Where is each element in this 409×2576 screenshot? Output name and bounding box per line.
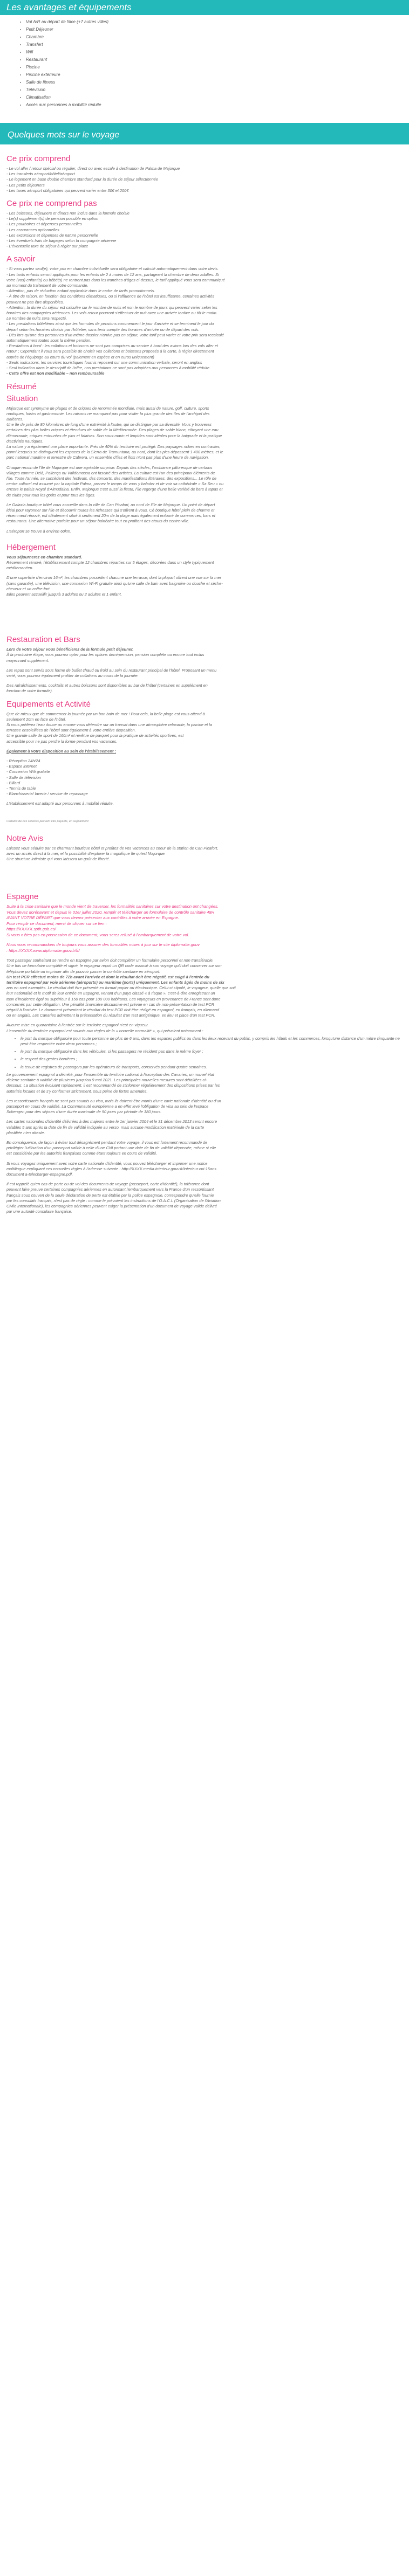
spain-line: téléphone portable ou imprimer afin de pouvoir passer le contrôle sanitaire en aéroport. [6, 969, 161, 974]
advantage-item: • Télévision [26, 86, 393, 94]
advantage-item: • Piscine extérieure [26, 71, 393, 79]
situation-line: La nature y a également une place importante. Près de 40% du territoire est protégé. Des paysages riches en contrastes, [6, 444, 221, 449]
situation-line: certaines des plus belles criques et étendues de sable de la Méditerranée. Des plages de sable blanc, côtoyant une eau [6, 427, 219, 433]
know-line: - Cette offre est non modifiable – non remboursable [6, 371, 105, 376]
spain-notice-text [6, 1161, 403, 1178]
spain-quarantine-text [6, 1023, 403, 1033]
spain-lost-docs-text [6, 1182, 403, 1214]
includes-item: - Les taxes aéroport obligatoires qui peuvent varier entre 30€ et 200€ [6, 188, 129, 193]
spain-line: concernés par cette obligation. Une pénalité financière dissuasive est prévue en cas de non-présentation de test PCR [6, 1002, 214, 1007]
situation-line: L'aéroport se trouve à environ 60km. [6, 528, 72, 534]
spain-line: Tout passager souhaitant se rendre en Espagne par avion doit compléter un formulaire personnel et non transférable. [6, 958, 214, 963]
lodging-title: Hébergement [6, 542, 56, 552]
includes-title: Ce prix comprend [6, 154, 71, 163]
advantages-list [16, 18, 393, 109]
situation-line: Le Galaxia boutique hôtel vous accueille dans la ville de Can Picafort, au nord de l'île de Majorque. Un point de départ [6, 502, 215, 507]
spain-line: Une fois ce formulaire complété et signé, le voyageur reçoit un QR code associé à son voyage qu'il doit conserver sur son [6, 963, 222, 969]
restaurant-text [6, 647, 403, 664]
advantage-item: • Chambre [26, 33, 393, 41]
notice-line: Une structure intimiste qui vous laissera un goût de liberté. [6, 857, 110, 862]
spain-line: document a-telecharger-espagne.pdf. [6, 1171, 73, 1177]
situation-line: Une île de près de 80 kilomètres de long d'une extrémité à l'autre, qui se distingue par sa diversité. Vous y trouverez [6, 422, 212, 427]
availability-item: - Tennis de table [6, 786, 36, 791]
situation-line: parmi lesquels se distinguent les espaces de la Sierra de Tramuntana, au nord, dont les pics dépassent 1 400 mètres, et le [6, 450, 223, 455]
spain-visa-text [6, 1099, 403, 1115]
advantage-item: • Piscine [26, 64, 393, 71]
excludes-title: Ce prix ne comprend pas [6, 199, 97, 209]
situation-line: encore le palais Royal d'Almudaina. Enfin, Majorque c'est aussi la fiesta, l'île regorge d'une belle variété de bars à tapas et [6, 487, 223, 492]
restaurant-text-2 [6, 668, 403, 679]
spain-pink-line: : https://XXXX.www.diplomatie.gouv.fr/fr/ [6, 948, 80, 953]
situation-title: Situation [6, 393, 38, 403]
services-note: Certains de ces services peuvent être payants, en supplément [6, 819, 88, 823]
availability-item: - Espace internet [6, 764, 37, 769]
spain-line: taux d'incidence égal ou supérieur à 150 cas pour 100 000 habitants. Les voyageurs en provenance de France sont donc [6, 996, 221, 1002]
situation-line: parc national maritime et terrestre de Cabrera, un ensemble d'îles et îlots n'ont pas plus d'une heure de navigation. [6, 455, 209, 460]
advantage-item: • Climatisation [26, 94, 393, 101]
equipment-line: Que de mieux que de commencer la journée par un bon bain de mer ! Pour cela, la belle plage est vous attend à [6, 711, 205, 716]
availability-item: - Réception 24h/24 [6, 758, 40, 764]
spain-pink-line: Pour remplir ce document, merci de cliquer sur ce lien : [6, 921, 107, 926]
spain-pink-line: Si vous n'êtes pas en possession de ce document, vous serez refusé à l'embarquement de votre vol. [6, 932, 189, 937]
restaurant-line: varié, vous pourrez également profiter de collations au cours de la journée. [6, 673, 139, 678]
lodging-text [6, 555, 403, 571]
situation-line: d'activités nautiques. [6, 438, 44, 444]
spain-line: Schengen pour des séjours d'une durée maximale de 90 jours par période de 180 jours. [6, 1109, 162, 1115]
situation-line: centre culturel est assumé par la capitale Palma, prenez le temps de vous y balader et de voir sa cathédrale « Sa Seu » ou [6, 481, 224, 487]
know-line: - Seul indication dans le descriptif de l'offre, nos prestations ne sont pas adaptées aux personnes à mobilité réduite. [6, 365, 211, 371]
know-line: votre (vos) enfant(s) ou bébé(s) ne rentrent pas dans les tranches d'âges ci-dessus, le tarif appliqué vous sera communiqué [6, 277, 225, 282]
advantage-item: • Transfert [26, 41, 393, 49]
excludes-item: - Les assurances optionnelles [6, 227, 59, 232]
notice-text [6, 846, 403, 862]
notice-line: Laissez vous séduire par ce charmant boutique hôtel et profitez de vos vacances au coeur de la station de Can Picafort, [6, 845, 219, 851]
advantages-title: Les avantages et équipements [0, 0, 409, 15]
about-title: Quelques mots sur le voyage [0, 123, 409, 144]
spain-line: Un test PCR effectué moins de 72h avant l'arrivée et dont le résultat doit être négatif, est exigé à l'entrée du [6, 974, 209, 979]
spain-line: ans en sont exemptés. Le résultat doit être présenté en format papier ou électronique. Celui-ci stipulé, le voyageur, quelle que soit [6, 985, 236, 991]
spain-line: plastifiée n'en atteste. [6, 1130, 45, 1135]
advantage-item: • Restaurant [26, 56, 393, 64]
spain-line: d'alerte sanitaire à validité de plusieurs jusqu'au 9 mai 2021. Les principales nouvelles mesures sont détaillées ci- [6, 1078, 207, 1083]
know-line: - Dès lors qu'une des personnes d'un même dossier n'arrive pas en séjour, votre tarif peut varier et votre prix sera recalculé [6, 332, 224, 337]
situation-line: l'île. Toute l'année, se succèdent des festivals, des concerts, des manifestations littéraires, des expositions... Le rôle de [6, 475, 217, 481]
spain-pink-line: Nous vous recommandons de toujours vous assurer des formalités mises à jour sur le site diplomatie.gouv [6, 942, 200, 948]
spain-rule-item: • le respect des gestes barrières ; [21, 1056, 403, 1062]
lodging-line: (sans garantie), une télévision, une connexion Wi-Fi gratuite ainsi qu'une salle de bain avec baignoire ou douche et sèche- [6, 581, 223, 586]
situation-line: Chaque recoin de l'île de Majorque est une agréable surprise. Depuis des siècles, l'ambiance pittoresque de certains [6, 465, 213, 470]
equipment-line: Une grande salle de sport de 160m² et revêtue de parquet pour la pratique de activités sportives, est [6, 733, 184, 738]
notice-line: avec un accès direct à la mer, et la possibilité d'explorer la magnifique île qu'est Majorque. [6, 851, 166, 856]
spain-alert-text [6, 1072, 403, 1094]
situation-line: idéal pour rayonner sur l'île et découvrir toutes les richesses qui s'offrent à vous. Cé boutique hôtel plein de charme et [6, 507, 215, 513]
spain-sanitary-notice [6, 904, 403, 938]
know-line: départ selon les horaires choisis par l'hôtelier, sans tenir compte des horaires d'arrivée ou de départ des vols. [6, 327, 200, 332]
excludes-item: - Les pourboires et dépenses personnelles [6, 222, 82, 227]
equipment-text [6, 712, 403, 744]
know-line: - Les tarifs enfants seront appliqués pour les enfants de 2 à moins de 12 ans, partageant la chambre de deux adultes. Si [6, 272, 219, 277]
know-line: - Les prestations hôtelières ainsi que les formules de pensions commencent le jour d'arrivée et se terminent le jour du [6, 321, 214, 327]
content [0, 144, 409, 1225]
lodging-line: Elles peuvent accueillir jusqu'à 3 adultes ou 2 adultes et 1 enfant. [6, 591, 122, 597]
pmr-note: L'établissement est adapté aux personnes à mobilité réduite. [6, 801, 114, 806]
excludes-item: - L'éventuelle taxe de séjour à régler sur place [6, 244, 88, 249]
advantage-item: • Petit Déjeuner [26, 26, 393, 33]
spain-line: L'ensemble du territoire espagnol est soumis aux règles de la « nouvelle normalité », qui prévoient notamment : [6, 1028, 203, 1033]
availability-item: - Blanchisserie/ laverie / service de repassage [6, 791, 88, 797]
equipment-line: accessible pour ne pas perdre la forme pendant vos vacances. [6, 738, 118, 744]
restaurant-line: moyennant supplément. [6, 658, 49, 663]
spain-rule-item: • le port du masque obligatoire pour toute personne de plus de 6 ans, dans les espaces publics ou dans les lieux recevant du public, y compris les hôtels et les commerces, lorsqu'une distance d'un mètre cinquante ne peut être respectée entre deux personnes ; [21, 1036, 403, 1047]
spain-line: autorités locales et de s'y conformer strictement, sous peine de fortes amendes. [6, 1088, 148, 1094]
restaurant-line: Les repas sont servis sous forme de buffet chaud ou froid au sein du restaurant principal de l'hôtel. Proposant un menu [6, 667, 217, 673]
know-line: peuvent ne pas être disponibles. [6, 299, 64, 305]
restaurant-line: fonction de votre formule). [6, 688, 53, 694]
spain-line: Les cartes nationales d'identité délivrées à des majeurs entre le 1er janvier 2004 et le 31 décembre 2013 seront encore [6, 1119, 217, 1124]
equipment-line: Si vous préférez l'eau douce ou encore vous détendre sur un transat dans une atmosphère relaxante, la piscine et la [6, 722, 213, 728]
spain-line: leur nationalité et le motif de leur entrée en Espagne, venant d'un pays classé « à risque », c'est-à-dire enregistrant un [6, 991, 215, 996]
advantage-item: • Wifi [26, 49, 393, 56]
situation-line: restaurants. Une alternative parfaite pour un séjour balnéaire tout en profitant des atouts du centre-ville. [6, 519, 189, 524]
notice-title: Notre Avis [6, 833, 44, 843]
equipment-line: seulement 20m en face de l'hôtel. [6, 716, 66, 722]
spain-line: est considérée par les autorités françaises comme étant toujours en cours de validité. [6, 1151, 158, 1156]
spain-line: ou en anglais. Les Canaries admettent la présentation du résultat d'un test antigénique, en lieu et place d'un test PCR. [6, 1013, 215, 1018]
excludes-item: - Le(s) supplément(s) de pension possible en option [6, 216, 99, 222]
excludes-item: - Les boissons, déjeuners et dîners non inclus dans la formule choisie [6, 211, 130, 216]
spain-line: négatif à l'arrivée. Le document présentant le résultat du test PCR doit être rédigé en espagnol, en français, en allemand [6, 1007, 220, 1013]
spain-cni-text [6, 1119, 403, 1136]
lodging-text-2 [6, 575, 403, 597]
spain-line: Le gouvernement espagnol a décrété, pour l'ensemble du territoire national à l'exception des Canaries, un nouvel état [6, 1072, 214, 1077]
includes-item: - Le vol aller / retour spécial ou régulier, direct ou avec escale à destination de Palma de Majorque [6, 166, 180, 171]
includes-item: - Les transferts aéroport/hôtel/aéroport [6, 171, 75, 177]
availability-item: - Connexion Wifi gratuite [6, 769, 50, 775]
spain-pink-line: Suite à la crise sanitaire que le monde vient de traverser, les formalités sanitaires sur votre destination ont changées. [6, 904, 219, 909]
situation-line: récemment rénové, est idéalement situé à seulement 20m de la plage mais également entouré de commerces, bars et [6, 513, 215, 519]
includes-item: - Le logement en base double chambre standard pour la durée de séjour sélectionnée [6, 177, 159, 182]
lodging-line: Vous séjournerez en chambre standard. [6, 554, 83, 560]
know-line: au moment du traitement de votre commande. [6, 283, 88, 288]
spain-passport-text [6, 1140, 403, 1157]
restaurant-line: Des rafraîchissements, cocktails et autres boissons sont disponibles au bar de l'hôtel (certaines en supplément en [6, 683, 208, 688]
know-line: Le nombre de nuits sera respecté. [6, 316, 67, 321]
availability-title: Également à votre disposition au sein de l'établissement : [6, 748, 117, 754]
know-text [6, 266, 403, 376]
know-title: A savoir [6, 254, 36, 264]
know-line: - Attention, la durée du séjour est calculée sur le nombre de nuits et non le nombre de jours qui peuvent varier selon les [6, 305, 217, 310]
spain-line: peuvent faire preuve certaines compagnies aériennes en autorisant l'embarquement vers la France d'un ressortissant [6, 1187, 214, 1192]
excludes-item: - Les éventuels frais de bagages selon la compagnie aérienne [6, 238, 117, 244]
lodging-line: cheveux et un coffre-fort. [6, 586, 51, 591]
restaurant-line: À la prochaine étape, vous pourrez opter pour les options demi-pension, pension complète ou encore tout inclus [6, 652, 204, 658]
lodging-line: méditerranéen. [6, 565, 33, 571]
restaurant-title: Restauration et Bars [6, 635, 80, 645]
situation-line: villages comme Deià, Pollença ou Valldemossa ont fasciné des artistes. La culture est l'un des principaux éléments de [6, 470, 215, 475]
lodging-line: D'une superficie d'environ 16m², les chambres possèdent chacune une terrasse, dont la plupart offrent une vue sur la mer [6, 575, 222, 581]
situation-text [6, 406, 403, 534]
know-line: auprès de l'équipage au cours du vol (paiement en espèce et en euros uniquement) [6, 354, 154, 360]
availability-item: - Billard [6, 780, 21, 785]
know-line: - Attention, pas de réduction enfant applicable dans le cadre de tarifs promotionnels. [6, 288, 155, 294]
situation-line: Majorque est synonyme de plages et de criques de renommée mondiale, mais aussi de nature, golf, culture, sports [6, 405, 209, 411]
excludes-item: - Les excursions et dépenses de nature personnelle [6, 232, 98, 238]
spain-line: Si vous voyagez uniquement avec votre carte nationale d'identité, vous pouvez télécharger et imprimer une notice [6, 1161, 208, 1166]
spain-line: privilégier l'utilisation d'un passeport valide à celle d'une CNI portant une date de fin de validité dépassée, même si elle [6, 1145, 216, 1151]
spain-pink-line: https://XXXXX.spth.gob.es/ [6, 927, 56, 932]
spain-diplomatie-notice [6, 942, 403, 954]
spain-line: Aucune mise en quarantaine à l'entrée sur le territoire espagnol n'est en vigueur. [6, 1023, 149, 1028]
spain-line: valables 5 ans après la date de fin de validité indiquée au verso, mais aucune modification matérielle de la carte [6, 1124, 204, 1130]
know-line: retour ; Cependant il vous sera possible de choisir vos collations et boissons proposés à la carte, à régler directement [6, 349, 214, 354]
summary-title: Résumé [6, 382, 37, 391]
equipment-line: terrasse ensoleillées de l'hôtel sont également à votre entière disposition. [6, 728, 136, 733]
situation-line: d'émeraude, criques entourées de pins et falaises. Son sous-marin et limpides sont idéales pour la baignade et la pratique [6, 433, 222, 438]
spain-line: dessous. La situation évoluant rapidement, il est recommandé de s'informer régulièrement des dispositions prises par les [6, 1083, 220, 1088]
availability-list [6, 758, 403, 797]
advantages-section [0, 15, 409, 112]
spain-pink-line: AVANT VOTRE DÉPART que vous devrez présenter aux contrôles à votre arrivée en Espagne. [6, 915, 179, 921]
advantage-item: • Accès aux personnes à mobilité réduite [26, 101, 393, 109]
spain-rule-item: • le port du masque obligatoire dans les véhicules, si les passagers ne résident pas dans le même foyer ; [21, 1049, 403, 1054]
situation-line: de clubs pour tous les goûts et pour tous les âges. [6, 492, 96, 498]
know-line: - À titre de raison, en fonction des conditions climatiques, ou si l'affluence de l'hôtel est insuffisante, certaines activités [6, 294, 215, 299]
spain-line: Il est rappelé qu'en cas de perte ou de vol des documents de voyage (passeport, carte d'identité), la tolérance dont [6, 1182, 209, 1187]
availability-item: - Salle de télévision [6, 775, 42, 780]
spain-line: multilingue expliquant ces nouvelles règles à l'adresse suivante : http://XXXX.media.interieur.gouv.fr/interieur.cni-15ans [6, 1166, 216, 1171]
page [0, 0, 409, 1225]
spain-rules-list [6, 1036, 403, 1070]
excludes-list [6, 211, 403, 249]
know-line: - Prestations à bord : les collations et boissons ne sont pas comprises au service à bord des avions lors des vols aller et [6, 343, 218, 349]
know-line: horaires des compagnies aériennes. Les vols retour pourront s'effectuer de nuit avec une arrivée tardive ou tôt le matin. [6, 310, 217, 316]
know-line: - Si vous partez seul(e), votre prix en chambre individuelle sera obligatoire et calculé automatiquement dans votre devis. [6, 266, 219, 272]
includes-item: - Les petits déjeuners [6, 182, 45, 188]
know-line: - Seuls indications, les services touristiques fournis reposent sur une communication verbale, seront en anglais [6, 360, 202, 365]
spain-line: Civile Internationale), les compagnies aériennes peuvent exiger la présentation d'un document de voyage valide délivré [6, 1203, 217, 1208]
lodging-line: Récemment rénové, l'établissement compte 12 chambres réparties sur 5 étages, décorées dans un style typiquement [6, 560, 214, 565]
advantage-item: • Vol A/R au départ de Nice (+7 autres villes) [26, 18, 393, 26]
spain-line: par une autorité consulaire française. [6, 1209, 72, 1214]
spain-line: français sous couvert de la seule déclaration de perte est établie par la police espagnole, correspondre qu'elle fournie [6, 1192, 214, 1198]
spain-line: En conséquence, de façon à éviter tout désagrément pendant votre voyage, il vous est fortement recommandé de [6, 1139, 208, 1145]
equipment-title: Equipements et Activité [6, 699, 91, 709]
situation-line: nautiques, loisirs et gastronomie. Les raisons ne manquent pas pour visiter la plus grande des îles de l'archipel des [6, 411, 210, 416]
spain-line: par les consulats français, n'est pas de règle : comme le prévoient les instructions de l'O.A.C.I. (Organisation de l'Aviation [6, 1198, 221, 1203]
spain-title: Espagne [6, 892, 39, 902]
restaurant-line: Lors de votre séjour vous bénéficierez de la formule petit déjeuner. [6, 647, 134, 652]
spain-pcr-text [6, 958, 403, 1018]
includes-list [6, 166, 403, 194]
spain-pink-line: Vous devez dorénavant et depuis le 01er juillet 2020, remplir et télécharger un formulaire de contrôle sanitaire 48H [6, 909, 215, 915]
spain-line: Les ressortissants français ne sont pas soumis au visa, mais ils doivent être munis d'une carte nationale d'identité ou d'un [6, 1098, 221, 1103]
spain-line: passeport en cours de validité. La Communauté européenne a en effet levé l'obligation de visa au sein de l'espace [6, 1103, 209, 1109]
spain-line: territoire espagnol par voie aérienne (aéroports) ou maritime (ports) uniquement. Les enfants âgés de moins de six [6, 980, 224, 985]
spain-rule-item: • la tenue de registres de passagers par les opérateurs de transports, conservés pendant quatre semaines. [21, 1065, 403, 1070]
situation-line: Baléares. [6, 416, 24, 422]
restaurant-text-3 [6, 683, 403, 694]
know-line: automatiquement toutes sous la même pension. [6, 338, 92, 343]
advantage-item: • Salle de fitness [26, 79, 393, 86]
